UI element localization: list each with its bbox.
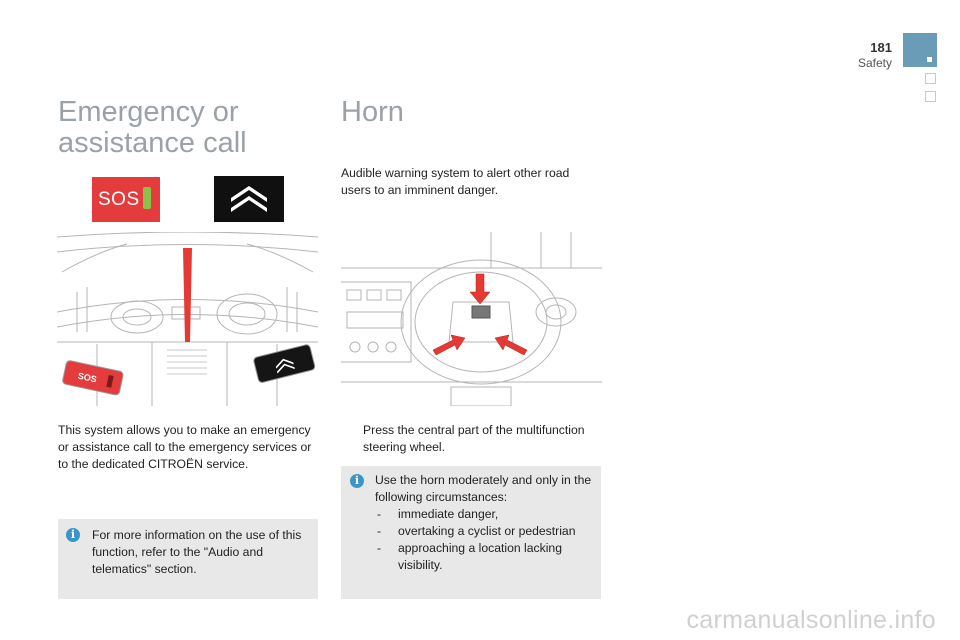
steering-wheel-illustration [341,232,602,406]
section-tab[interactable] [925,91,936,102]
page-number: 181 [870,40,892,55]
ceiling-console-illustration [57,232,318,406]
left-info-box [58,519,318,599]
sos-indicator-light [143,187,151,209]
right-info-box [341,466,601,599]
left-title-line1: Emergency or [58,96,239,128]
left-title [58,97,247,159]
info-icon: i [350,474,364,488]
left-body-text: This system allows you to make an emergency or assistance call to the emergency services or to the dedicated CITROËN service. [58,423,312,471]
section-tab[interactable] [925,73,936,84]
list-item: - immediate danger, [375,506,597,523]
right-step-text: Press the central part of the multifunction steering wheel. [363,423,585,454]
sos-illustration-label: SOS [76,370,98,385]
right-title: Horn [341,96,404,128]
sos-button-image [92,177,160,222]
watermark: carmanualsonline.info [686,606,936,634]
left-info-text: For more information on the use of this function, refer to the "Audio and telematics" section. [92,528,302,576]
right-info-list [375,506,597,574]
chevron-logo-icon [214,176,284,222]
info-icon: i [66,528,80,542]
section-title: Safety [857,56,892,70]
list-item: - overtaking a cyclist or pedestrian [375,523,597,540]
right-info-intro: Use the horn moderately and only in the following circumstances: [375,473,592,504]
left-title-line2: assistance call [58,127,247,159]
right-intro-text: Audible warning system to alert other road users to an imminent danger. [341,166,570,197]
list-item: - approaching a location lacking visibility. [375,540,597,574]
sos-label: SOS [98,189,140,210]
section-tab-active[interactable] [903,33,937,67]
right-info-content [375,472,597,574]
